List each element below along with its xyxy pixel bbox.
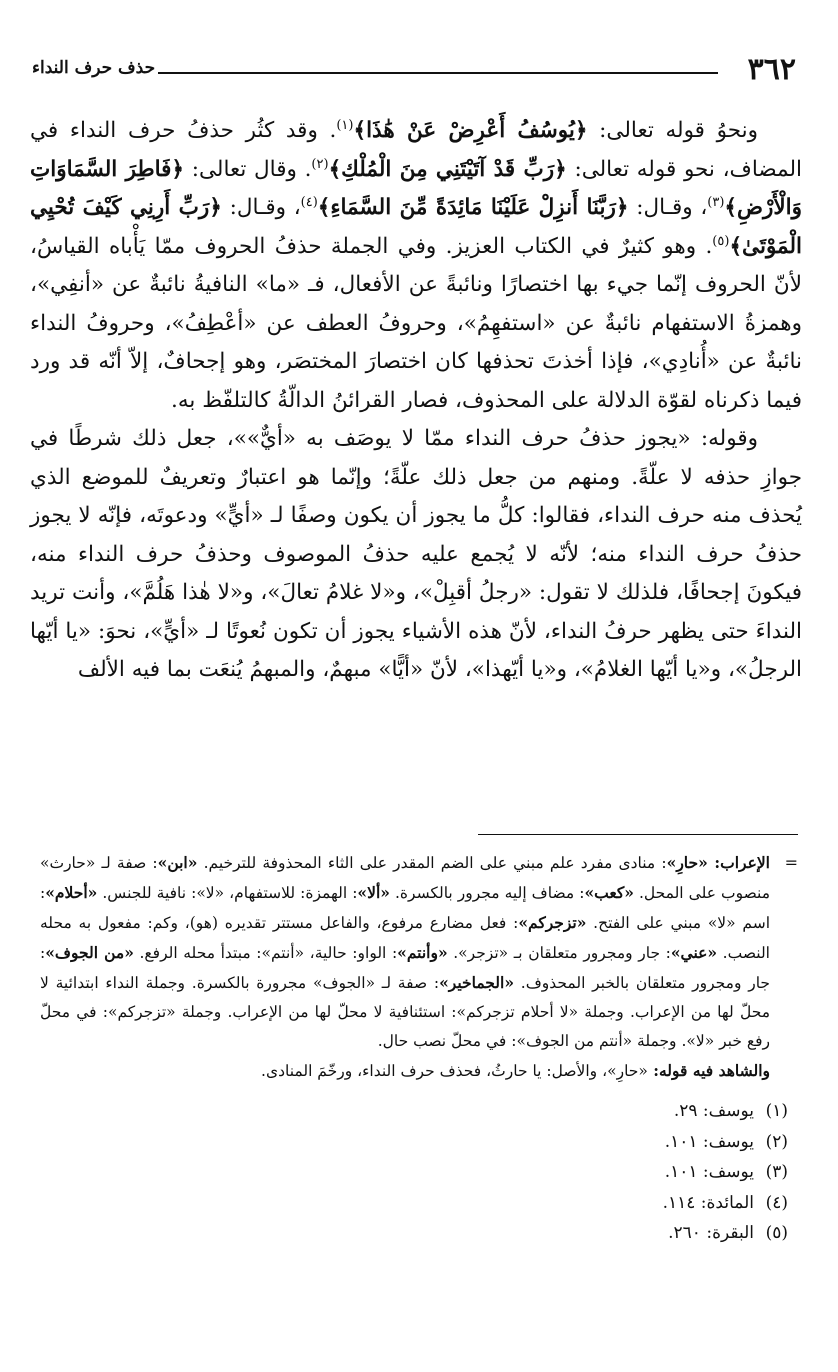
irab-term: «ابن» [157, 853, 198, 872]
footnote-ref: (٣) [707, 194, 725, 210]
page-number: ٣٦٢ [747, 52, 796, 87]
header-rule [158, 72, 718, 74]
source-text: البقرة: ٢٦٠. [668, 1223, 754, 1243]
source-text: يوسف: ٢٩. [673, 1101, 754, 1121]
footnote-ref: (٤) [300, 194, 318, 210]
irab-term: الإعراب: [707, 853, 770, 872]
source-item [40, 1096, 788, 1127]
footnote-ref: (٢) [311, 156, 329, 172]
text-segment: . وقال تعالى: [184, 156, 312, 182]
source-number: (٤) [765, 1192, 788, 1213]
shahid-note [40, 1056, 798, 1086]
source-item [40, 1218, 788, 1249]
irab-term: «وأنتم» [397, 943, 448, 962]
shahid-label: والشاهد فيه قوله: [647, 1061, 770, 1080]
footnote-ref: (١) [336, 117, 354, 133]
source-item [40, 1157, 788, 1188]
source-item [40, 1127, 788, 1158]
source-number: (٢) [765, 1131, 788, 1152]
source-text: يوسف: ١٠١. [664, 1131, 754, 1152]
continuation-mark: = [784, 853, 798, 872]
source-number: (١) [765, 1101, 788, 1121]
quran-quote: ﴿يُوسُفُ أَعْرِضْ عَنْ هَٰذَا﴾ [353, 118, 588, 143]
irab-term: «من الجوف» [45, 943, 134, 962]
paragraph-2: وقوله: «يجوز حذفُ حرف النداء ممّا لا يوصَف به «أيٌّ»»، جعل ذلك شرطًا في جوازِ حذفه لا علّةً. ومنهم من جعل ذلك علّةً؛ وإنّما هو اعتبارٌ وتعريفٌ للموضع الذي يُحذف منه حرف النداء، فقالوا: كلُّ ما يجوز أن يكون وصفًا لـ «أيٍّ» ودعوتَه، فإنّه لا يجوز حذفُ حرف النداء منه؛ لأنّه لا يُجمع عليه حذفُ الموصوف وحذفُ حرف النداء منه، فيكونَ إجحافًا، فلذلك لا تقول: «رجلُ أقبِلْ»، و«لا غلامُ تعالَ»، و«لا هٰذا هَلُمَّ»، وأنت تريد النداءَ حتى يظهر حرفُ النداء، لأنّ هذه الأشياء يجوز أن تكون نُعوتًا لـ «أيٍّ»، نحوَ: «يا أيّها الرجلُ»، و«يا أيّها الغلامُ»، و«يا أيّهذا»، لأنّ «أيًّا» مبهمٌ، والمبهمُ يُنعَت بما فيه الألف [30, 426, 802, 682]
text-segment: . وقد كثُر حذفُ حرف النداء في المضاف، نحو قوله تعالى: [30, 118, 802, 182]
source-number: (٥) [765, 1223, 788, 1243]
irab-text [40, 854, 770, 1050]
irab-term: «تزجركم» [518, 913, 587, 932]
source-number: (٣) [765, 1162, 788, 1182]
irab-explanation: : منادى مفرد علم مبني على الضم المقدر على الثاء المحذوفة للترخيم. [197, 854, 667, 872]
source-text: المائدة: ١١٤. [662, 1192, 754, 1213]
irab-term: «كعب» [584, 883, 634, 902]
shahid-text: «حارِ»، والأصل: يا حارثُ، فحذف حرف النداء، ورخّمَ المنادى. [261, 1062, 648, 1080]
source-text: يوسف: ١٠١. [664, 1162, 754, 1182]
irab-explanation: : اسم «لا» مبني على الفتح. [40, 884, 771, 932]
irab-explanation: : صفة لـ «حارث» منصوب على المحل. [40, 854, 770, 902]
irab-term: «أحلام» [45, 883, 98, 902]
text-segment: ونحوُ قوله تعالى: [587, 118, 758, 143]
quran-quote: ﴿فَاطِرَ السَّمَاوَاتِ وَالْأَرْضِ﴾ [30, 156, 803, 220]
irab-term: «ألا» [357, 883, 390, 902]
main-text [30, 112, 802, 690]
quran-quote: ﴿رَبِّ أَرِنِي كَيْفَ تُحْيِي الْمَوْتَىٰ﴾ [30, 195, 802, 259]
paragraph-1 [30, 112, 802, 420]
irab-term: «حارِ» [666, 853, 708, 872]
text-segment: . وهو كثيرٌ في الكتاب العزيز. وفي الجملة حذفُ الحروف ممّا يَأْباه القياسُ، لأنّ الحروف إنّما جيء بها اختصارًا ونائبةً عن الأفعال، فـ «ما» النافيةُ نائبةٌ عن «أنفِي»، وهمزةُ الاستفهام نائبةٌ عن «استفهِمُ»، وحروفُ العطف عن «أعْطِفُ»، وحروفُ النداء نائبةٌ عن «أُنادِي»، فإذا أخذتَ تحذفها كان اختصارَ المختصَر، وهو إجحافٌ، إلاّ أنّه قد ورد فيما ذكرناه لقوّة الدلالة على المحذوف، فصار القرائنُ الدالّةُ كالتلفّظ به. [30, 233, 802, 413]
footnote-ref: (٥) [712, 233, 730, 249]
text-segment: ، وقـال: [221, 195, 301, 220]
irab-note [40, 848, 798, 1056]
footnote-separator [478, 834, 798, 835]
quran-quote: ﴿رَبَّنَا أَنزِلْ عَلَيْنَا مَائِدَةً مِّنَ السَّمَاءِ﴾ [317, 195, 629, 220]
irab-explanation: : صفة لـ «الجوف» مجرورة بالكسرة. وجملة النداء ابتدائية لا محلّ لها من الإعراب. وجملة «لا أحلام تزجركم»: استئنافية لا محلّ لها من الإعراب. وجملة «تزجركم»: في محلّ رفع خبر «لا». وجملة «أنتم من الجوف»: في محلّ نصب حال. [40, 974, 770, 1050]
source-list [40, 1096, 798, 1249]
quran-quote: ﴿رَبِّ قَدْ آتَيْتَنِي مِنَ الْمُلْكِ﴾ [328, 156, 567, 182]
irab-explanation: : مضاف إليه مجرور بالكسرة. [389, 884, 585, 902]
text-segment: ، وقـال: [628, 195, 708, 220]
irab-explanation: : الهمزة: للاستفهام، «لا»: نافية للجنس. [97, 884, 358, 902]
irab-term: «الجماخير» [439, 973, 515, 992]
running-header [30, 50, 808, 90]
running-title: حذف حرف النداء [32, 58, 156, 78]
irab-explanation: : فعل مضارع مرفوع، والفاعل مستتر تقديره (هو)، وكم: مفعول به محله النصب. [40, 914, 770, 962]
footnotes [40, 848, 798, 1249]
irab-explanation: : جار ومجرور متعلقان بـ «تزجر». [447, 944, 671, 962]
irab-term: «عني» [670, 943, 718, 962]
irab-explanation: : الواو: حالية، «أنتم»: مبتدأ محله الرفع. [133, 944, 398, 962]
source-item [40, 1188, 788, 1219]
irab-explanation: : جار ومجرور متعلقان بالخبر المحذوف. [40, 944, 771, 992]
